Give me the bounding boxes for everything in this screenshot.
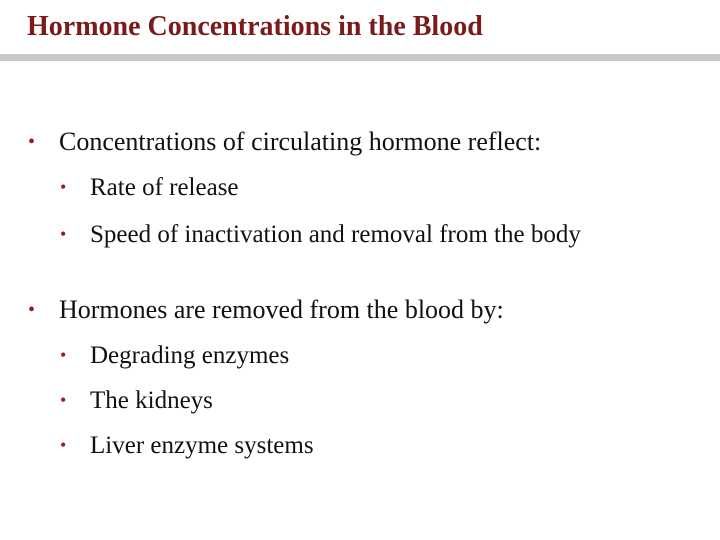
sub-bullet-text: Degrading enzymes <box>90 342 290 369</box>
bullet-icon: • <box>28 131 36 153</box>
slide-title: Hormone Concentrations in the Blood <box>27 11 483 42</box>
sub-bullet-item <box>60 341 700 370</box>
bullet-item <box>28 127 698 157</box>
sub-bullet-item <box>60 386 700 415</box>
bullet-text: Concentrations of circulating hormone reflect: <box>59 127 542 156</box>
bullet-icon: • <box>60 177 67 197</box>
bullet-item <box>28 295 698 325</box>
bullet-icon: • <box>60 390 67 410</box>
bullet-icon: • <box>60 435 67 455</box>
bullet-icon: • <box>28 299 36 321</box>
bullet-icon: • <box>60 345 67 365</box>
sub-bullet-item <box>60 431 700 460</box>
sub-bullet-text: Speed of inactivation and removal from the body <box>90 221 581 248</box>
title-divider <box>0 54 720 61</box>
sub-bullet-text: Liver enzyme systems <box>90 432 314 459</box>
bullet-text: Hormones are removed from the blood by: <box>59 295 504 324</box>
sub-bullet-text: Rate of release <box>90 174 239 201</box>
bullet-icon: • <box>60 224 67 244</box>
sub-bullet-item <box>60 220 700 249</box>
sub-bullet-item <box>60 173 700 202</box>
sub-bullet-text: The kidneys <box>90 387 213 414</box>
